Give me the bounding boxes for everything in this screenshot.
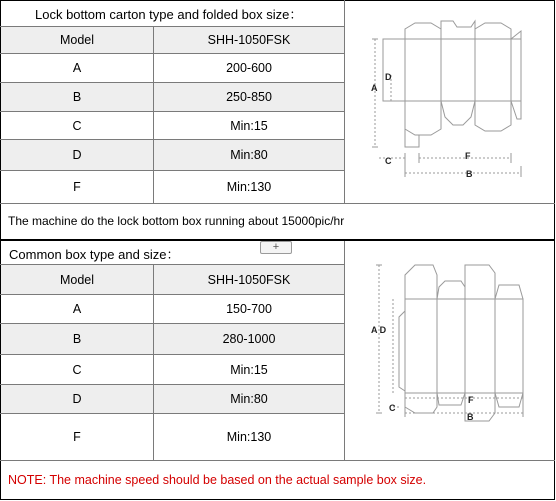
grid-line [0, 139, 345, 140]
table2-row-value: Min:130 [154, 414, 344, 460]
table1-row-label: C [1, 112, 153, 139]
table2-row-value: Min:80 [154, 385, 344, 413]
lock-bottom-carton-diagram [345, 1, 554, 203]
dim-label-B: B [467, 412, 474, 422]
table1-row-label: D [1, 140, 153, 170]
dim-label-F: F [465, 151, 471, 161]
grid-line [0, 323, 345, 324]
table2-row-label: C [1, 355, 153, 384]
carton-bottom-flap [405, 101, 441, 135]
grid-line [0, 264, 345, 265]
table2-header-value: SHH-1050FSK [154, 265, 344, 294]
table1-row-value: Min:15 [154, 112, 344, 139]
table1-speed-note: The machine do the lock bottom box running about 15000pic/hr [1, 204, 555, 238]
common-box-diagram [345, 241, 554, 460]
box-top-flap [495, 285, 523, 299]
expand-button[interactable]: + [260, 241, 292, 254]
table2-row-value: 150-700 [154, 295, 344, 323]
glue-flap [399, 311, 405, 391]
carton-top-flap [475, 23, 511, 39]
dim-label-D: D [385, 72, 392, 82]
grid-line [0, 354, 345, 355]
grid-line [0, 499, 555, 500]
table2-row-label: D [1, 385, 153, 413]
grid-line [0, 460, 555, 461]
table1-row-value: Min:80 [154, 140, 344, 170]
grid-line [0, 294, 345, 295]
machine-speed-note: NOTE: The machine speed should be based on the actual sample box size. [1, 461, 555, 499]
carton-top-flap [441, 21, 475, 39]
table1-header-label: Model [1, 27, 153, 53]
box-top-flap [437, 281, 465, 299]
dim-label-C: C [385, 156, 392, 166]
box-top-flap [465, 265, 495, 299]
table1-row-value: Min:130 [154, 171, 344, 203]
table2-title: Common box type and size： [1, 242, 344, 264]
table1-row-label: F [1, 171, 153, 203]
table1-title: Lock bottom carton type and folded box size： [1, 1, 344, 26]
table2-row-label: A [1, 295, 153, 323]
dim-label-A: A [371, 83, 378, 93]
grid-line [0, 26, 345, 27]
box-bottom-flap [405, 393, 437, 413]
table2-row-value: Min:15 [154, 355, 344, 384]
box-body [405, 299, 523, 393]
grid-line [0, 111, 345, 112]
box-top-flap [405, 265, 437, 299]
glue-flap [405, 101, 419, 147]
dim-label-C: C [389, 403, 396, 413]
carton-bottom-flap [475, 101, 511, 131]
grid-line [0, 413, 345, 414]
grid-line [0, 82, 345, 83]
grid-line [0, 53, 345, 54]
carton-bottom-flap [511, 101, 521, 119]
carton-body [383, 39, 521, 101]
table1-row-label: A [1, 54, 153, 82]
table1-row-value: 200-600 [154, 54, 344, 82]
table2-header-label: Model [1, 265, 153, 294]
box-bottom-flap [437, 393, 465, 405]
table1-row-label: B [1, 83, 153, 111]
grid-line [0, 203, 555, 204]
carton-top-flap [405, 23, 441, 39]
box-bottom-flap [495, 393, 523, 407]
grid-line [554, 0, 555, 500]
grid-line [0, 0, 1, 500]
dim-label-A-D: A D [371, 325, 387, 335]
dim-label-F: F [468, 395, 474, 405]
table1-header-value: SHH-1050FSK [154, 27, 344, 53]
table2-row-label: B [1, 324, 153, 354]
table2-row-label: F [1, 414, 153, 460]
carton-tuck [511, 31, 521, 39]
table1-row-value: 250-850 [154, 83, 344, 111]
grid-line [0, 170, 345, 171]
dim-label-B: B [466, 169, 473, 179]
table2-row-value: 280-1000 [154, 324, 344, 354]
carton-bottom-flap [441, 101, 475, 125]
grid-line [0, 384, 345, 385]
